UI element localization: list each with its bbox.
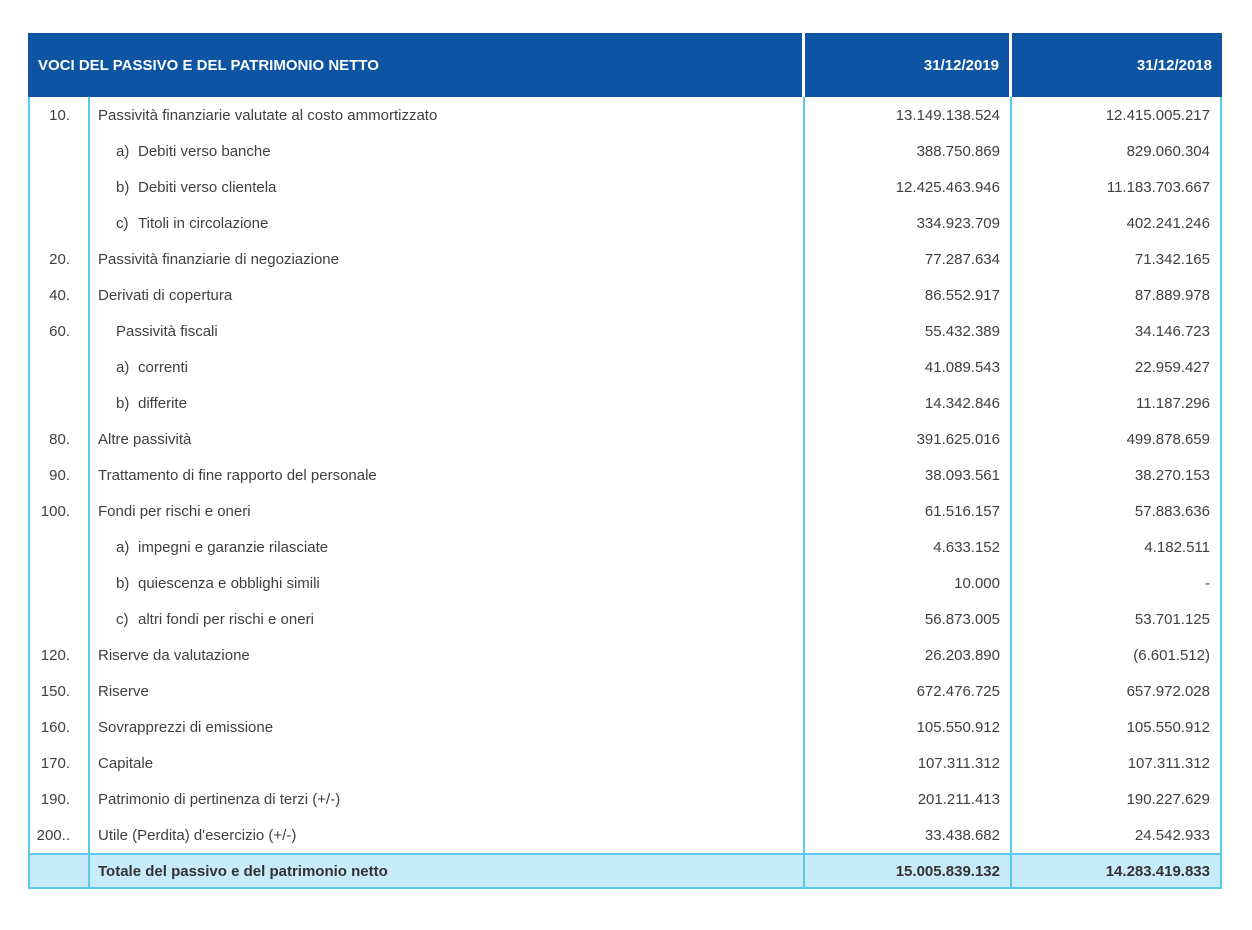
row-label-cell <box>90 349 805 385</box>
row-letter: a) <box>116 358 130 376</box>
row-code <box>28 601 90 637</box>
row-value-2019: 391.625.016 <box>805 421 1012 457</box>
row-label: Passività fiscali <box>116 322 218 340</box>
row-label-cell <box>90 637 805 673</box>
row-letter: b) <box>116 574 130 592</box>
row-value-2018: 87.889.978 <box>1012 277 1222 313</box>
row-code <box>28 169 90 205</box>
table-row <box>28 565 1222 601</box>
row-label: Derivati di copertura <box>98 286 233 304</box>
row-label-cell <box>90 709 805 745</box>
row-letter: a) <box>116 538 130 556</box>
table-row <box>28 277 1222 313</box>
row-code <box>28 385 90 421</box>
row-label: Riserve da valutazione <box>98 646 250 664</box>
row-label: Passività finanziarie di negoziazione <box>98 250 339 268</box>
row-value-2018: 105.550.912 <box>1012 709 1222 745</box>
row-value-2018: 499.878.659 <box>1012 421 1222 457</box>
row-label: altri fondi per rischi e oneri <box>138 610 314 628</box>
row-label-cell <box>90 493 805 529</box>
row-label-cell <box>90 817 805 853</box>
row-value-2019: 33.438.682 <box>805 817 1012 853</box>
row-code <box>28 205 90 241</box>
table-row <box>28 169 1222 205</box>
row-code: 20. <box>28 241 90 277</box>
row-label: Trattamento di fine rapporto del personale <box>98 466 377 484</box>
row-value-2019: 4.633.152 <box>805 529 1012 565</box>
row-value-2019: 10.000 <box>805 565 1012 601</box>
row-code: 90. <box>28 457 90 493</box>
row-value-2018: 829.060.304 <box>1012 133 1222 169</box>
row-value-2019: 14.342.846 <box>805 385 1012 421</box>
row-code <box>28 565 90 601</box>
row-code <box>28 529 90 565</box>
row-label: impegni e garanzie rilasciate <box>138 538 329 556</box>
row-value-2018: 38.270.153 <box>1012 457 1222 493</box>
row-label-cell <box>90 745 805 781</box>
row-label-cell <box>90 97 805 133</box>
header-col-2019: 31/12/2019 <box>805 33 1012 97</box>
row-value-2019: 107.311.312 <box>805 745 1012 781</box>
row-value-2018: 11.183.703.667 <box>1012 169 1222 205</box>
row-value-2018: - <box>1012 565 1222 601</box>
row-label-cell <box>90 205 805 241</box>
row-value-2018: 34.146.723 <box>1012 313 1222 349</box>
row-label: Altre passività <box>98 430 192 448</box>
table-row <box>28 457 1222 493</box>
total-row <box>28 853 1222 889</box>
row-label-cell <box>90 565 805 601</box>
row-code: 120. <box>28 637 90 673</box>
row-value-2019: 86.552.917 <box>805 277 1012 313</box>
table-body <box>28 97 1222 853</box>
total-code-cell <box>28 853 90 889</box>
table-row <box>28 205 1222 241</box>
row-label-cell <box>90 529 805 565</box>
row-code: 160. <box>28 709 90 745</box>
row-value-2018: 71.342.165 <box>1012 241 1222 277</box>
row-value-2019: 201.211.413 <box>805 781 1012 817</box>
row-value-2019: 38.093.561 <box>805 457 1012 493</box>
row-value-2018: 12.415.005.217 <box>1012 97 1222 133</box>
row-value-2018: (6.601.512) <box>1012 637 1222 673</box>
row-value-2018: 53.701.125 <box>1012 601 1222 637</box>
row-code: 170. <box>28 745 90 781</box>
row-value-2019: 388.750.869 <box>805 133 1012 169</box>
row-letter: b) <box>116 178 130 196</box>
row-label: Capitale <box>98 754 154 772</box>
total-value-2019: 15.005.839.132 <box>805 853 1012 889</box>
row-label-cell <box>90 169 805 205</box>
row-code: 40. <box>28 277 90 313</box>
row-code <box>28 133 90 169</box>
row-letter: a) <box>116 142 130 160</box>
row-code: 60. <box>28 313 90 349</box>
row-label-cell <box>90 277 805 313</box>
row-code: 200.. <box>28 817 90 853</box>
row-label: Riserve <box>98 682 149 700</box>
total-label: Totale del passivo e del patrimonio netto <box>90 853 805 889</box>
row-label: Debiti verso banche <box>138 142 271 160</box>
row-label: Sovrapprezzi di emissione <box>98 718 274 736</box>
row-label: Passività finanziarie valutate al costo ammortizzato <box>98 106 438 124</box>
table-row <box>28 97 1222 133</box>
table-row <box>28 637 1222 673</box>
row-label: quiescenza e obblighi simili <box>138 574 320 592</box>
row-letter: b) <box>116 394 130 412</box>
row-value-2019: 55.432.389 <box>805 313 1012 349</box>
row-letter: c) <box>116 610 129 628</box>
row-value-2018: 4.182.511 <box>1012 529 1222 565</box>
header-title: VOCI DEL PASSIVO E DEL PATRIMONIO NETTO <box>28 33 805 97</box>
row-value-2018: 107.311.312 <box>1012 745 1222 781</box>
header-col-2018: 31/12/2018 <box>1012 33 1222 97</box>
table-row <box>28 493 1222 529</box>
row-label: differite <box>138 394 187 412</box>
row-label-cell <box>90 601 805 637</box>
row-label-cell <box>90 241 805 277</box>
row-letter: c) <box>116 214 129 232</box>
row-value-2019: 105.550.912 <box>805 709 1012 745</box>
row-value-2018: 11.187.296 <box>1012 385 1222 421</box>
row-value-2019: 334.923.709 <box>805 205 1012 241</box>
row-label-cell <box>90 457 805 493</box>
table-row <box>28 601 1222 637</box>
row-label: Debiti verso clientela <box>138 178 277 196</box>
row-value-2019: 26.203.890 <box>805 637 1012 673</box>
row-code <box>28 349 90 385</box>
row-value-2018: 190.227.629 <box>1012 781 1222 817</box>
row-label-cell <box>90 385 805 421</box>
table-row <box>28 709 1222 745</box>
table-row <box>28 673 1222 709</box>
table-row <box>28 421 1222 457</box>
row-value-2018: 57.883.636 <box>1012 493 1222 529</box>
table-header <box>28 33 1222 97</box>
row-value-2018: 22.959.427 <box>1012 349 1222 385</box>
table-row <box>28 241 1222 277</box>
row-label: Titoli in circolazione <box>138 214 269 232</box>
row-value-2018: 24.542.933 <box>1012 817 1222 853</box>
row-label: correnti <box>138 358 189 376</box>
row-label-cell <box>90 313 805 349</box>
row-label-cell <box>90 673 805 709</box>
table-row <box>28 349 1222 385</box>
row-value-2018: 402.241.246 <box>1012 205 1222 241</box>
row-label-cell <box>90 421 805 457</box>
row-value-2019: 13.149.138.524 <box>805 97 1012 133</box>
balance-sheet-table <box>28 33 1222 889</box>
table-row <box>28 133 1222 169</box>
row-value-2019: 672.476.725 <box>805 673 1012 709</box>
row-value-2019: 56.873.005 <box>805 601 1012 637</box>
row-value-2019: 41.089.543 <box>805 349 1012 385</box>
table-row <box>28 529 1222 565</box>
row-value-2018: 657.972.028 <box>1012 673 1222 709</box>
row-code: 80. <box>28 421 90 457</box>
table-row <box>28 385 1222 421</box>
table-row <box>28 781 1222 817</box>
row-code: 150. <box>28 673 90 709</box>
row-value-2019: 77.287.634 <box>805 241 1012 277</box>
table-footer <box>28 853 1222 889</box>
row-label-cell <box>90 781 805 817</box>
table-row <box>28 745 1222 781</box>
row-label: Patrimonio di pertinenza di terzi (+/-) <box>98 790 341 808</box>
row-label: Fondi per rischi e oneri <box>98 502 251 520</box>
table-row <box>28 313 1222 349</box>
total-value-2018: 14.283.419.833 <box>1012 853 1222 889</box>
row-code: 190. <box>28 781 90 817</box>
table-row <box>28 817 1222 853</box>
row-label: Utile (Perdita) d'esercizio (+/-) <box>98 826 297 844</box>
row-code: 100. <box>28 493 90 529</box>
row-code: 10. <box>28 97 90 133</box>
header-row <box>28 33 1222 97</box>
row-value-2019: 61.516.157 <box>805 493 1012 529</box>
row-value-2019: 12.425.463.946 <box>805 169 1012 205</box>
row-label-cell <box>90 133 805 169</box>
